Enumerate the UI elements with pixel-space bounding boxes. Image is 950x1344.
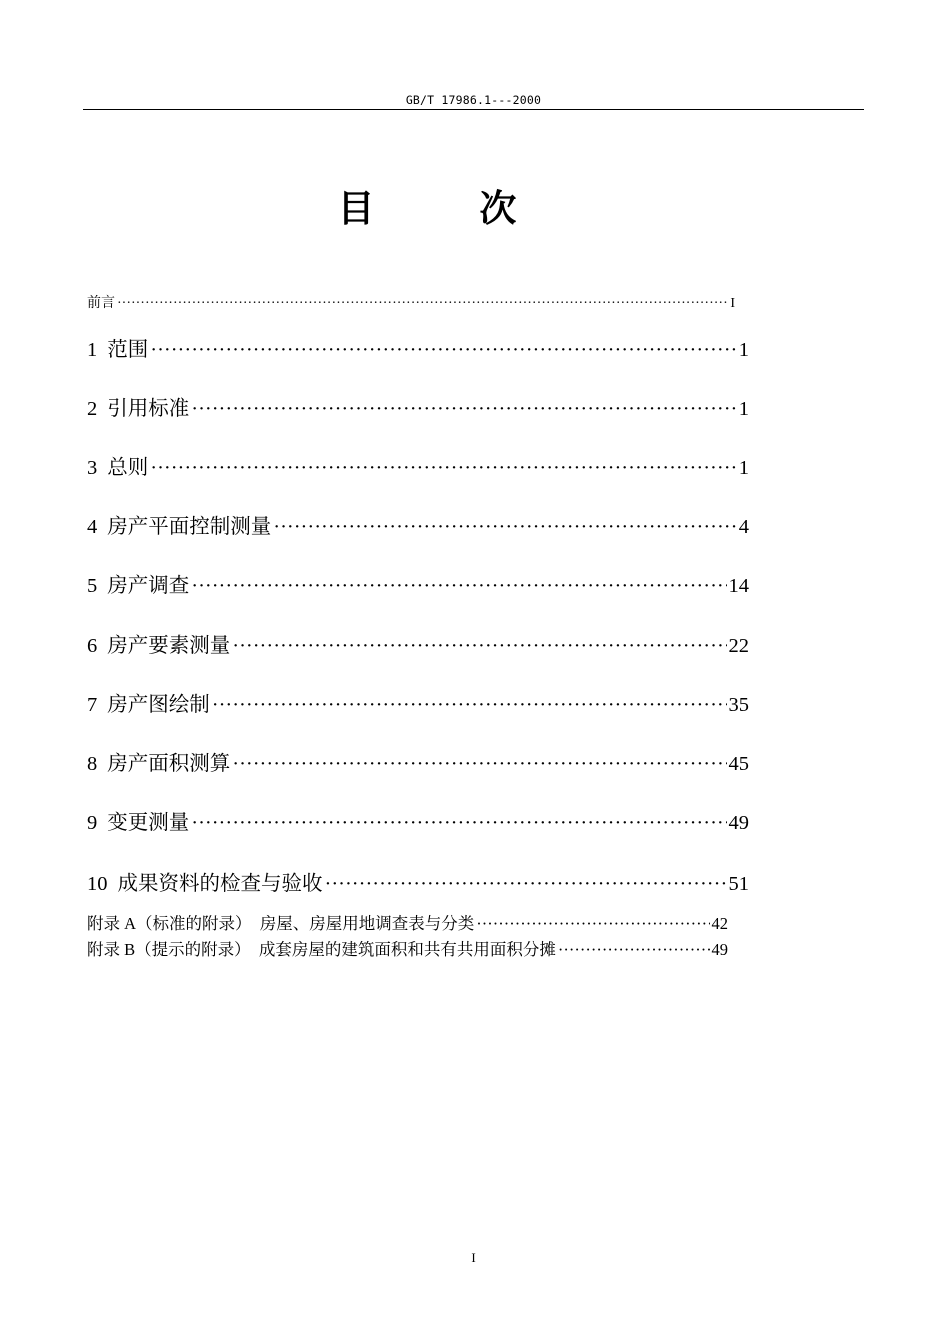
toc-entry-label: 总则 <box>107 457 149 479</box>
toc-entry-label: 成果资料的检查与验收 <box>117 873 323 895</box>
toc-entry-chapter[interactable] <box>87 866 749 896</box>
toc-entry-page: 1 <box>738 457 749 479</box>
toc-entry-foreword[interactable] <box>87 292 735 312</box>
toc-entry-number: 9 <box>87 812 98 834</box>
toc-dot-leader <box>558 940 710 960</box>
toc-entry-chapter[interactable] <box>87 509 749 539</box>
header-rule <box>83 109 864 110</box>
toc-dot-leader <box>191 812 726 835</box>
toc-entry-label: 房产要素测量 <box>107 635 231 657</box>
toc-entry-number: 2 <box>87 398 98 420</box>
toc-entry-page: 49 <box>728 812 749 834</box>
toc-dot-leader <box>150 339 737 362</box>
toc-entry-page: 49 <box>711 940 728 959</box>
toc-entry-page: 4 <box>738 516 749 538</box>
toc-dot-leader <box>191 575 726 598</box>
toc-entry-chapter[interactable] <box>87 687 749 717</box>
toc-dot-leader <box>232 753 726 776</box>
toc-entry-page: 45 <box>728 753 749 775</box>
toc-dot-leader <box>325 873 727 896</box>
toc-entry-label: 房产面积测算 <box>107 753 231 775</box>
toc-entry-number: 1 <box>87 339 98 361</box>
toc-entry-label: 附录 A（标准的附录） 房屋、房屋用地调查表与分类 <box>87 914 475 933</box>
toc-entry-label: 范围 <box>107 339 149 361</box>
toc-entry-chapter[interactable] <box>87 391 749 421</box>
toc-entry-number: 6 <box>87 635 98 657</box>
toc-entry-label: 附录 B（提示的附录） 成套房屋的建筑面积和共有共用面积分摊 <box>87 940 556 959</box>
page-title: 目 次 <box>337 187 563 230</box>
toc-entry-chapter[interactable] <box>87 568 749 598</box>
toc-entry-page: 1 <box>738 339 749 361</box>
toc-entry-label: 引用标准 <box>107 398 190 420</box>
toc-dot-leader <box>117 296 728 312</box>
footer-page-number: I <box>471 1250 476 1265</box>
toc-dot-leader <box>273 516 737 539</box>
toc-entry-page: 1 <box>738 398 749 420</box>
toc-entry-chapter[interactable] <box>87 628 749 658</box>
toc-entry-label: 前言 <box>87 296 115 311</box>
toc-entry-chapter[interactable] <box>87 450 749 480</box>
toc-entry-page: 42 <box>711 914 728 933</box>
toc-dot-leader <box>212 694 727 717</box>
toc-entry-page: 22 <box>728 635 749 657</box>
toc-entry-number: 3 <box>87 457 98 479</box>
toc-dot-leader <box>232 635 726 658</box>
toc-entry-chapter[interactable] <box>87 746 749 776</box>
toc-dot-leader <box>150 457 737 480</box>
toc-entry-page: 14 <box>728 575 749 597</box>
toc-entry-number: 5 <box>87 575 98 597</box>
toc-entry-label: 变更测量 <box>107 812 190 834</box>
toc-entry-appendix[interactable] <box>87 936 728 960</box>
toc-entry-chapter[interactable] <box>87 332 749 362</box>
toc-entry-page: I <box>730 296 735 311</box>
toc-entry-appendix[interactable] <box>87 910 728 934</box>
toc-entry-page: 35 <box>728 694 749 716</box>
toc-dot-leader <box>476 914 709 934</box>
toc-dot-leader <box>191 398 737 421</box>
toc-entry-label: 房产平面控制测量 <box>107 516 272 538</box>
toc-entry-number: 4 <box>87 516 98 538</box>
toc-entry-number: 10 <box>87 873 108 895</box>
toc-entry-number: 8 <box>87 753 98 775</box>
toc-entry-label: 房产调查 <box>107 575 190 597</box>
toc-entry-label: 房产图绘制 <box>107 694 210 716</box>
toc-entry-page: 51 <box>728 873 749 895</box>
toc-entry-number: 7 <box>87 694 98 716</box>
toc-entry-chapter[interactable] <box>87 805 749 835</box>
running-header: GB/T 17986.1---2000 <box>405 93 542 107</box>
